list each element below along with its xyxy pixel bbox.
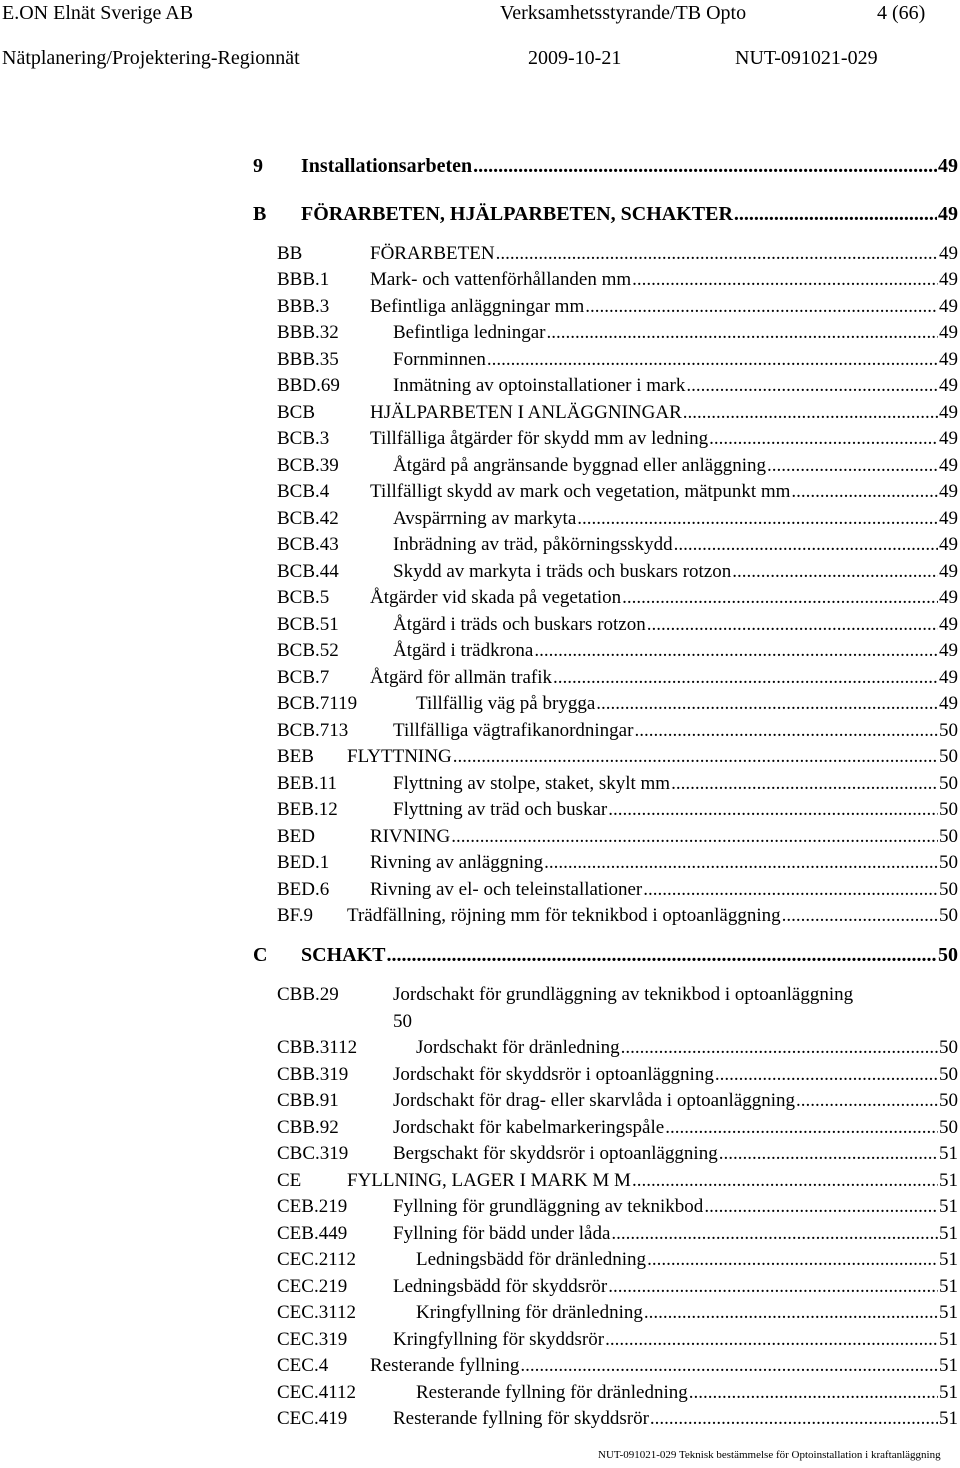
toc-entry-code: CEC.3112 xyxy=(277,1302,356,1323)
toc-dot-leader xyxy=(487,347,938,373)
toc-entry-title: Åtgärd på angränsande byggnad eller anläggning xyxy=(393,455,767,476)
toc-entry-code: BCB.42 xyxy=(277,508,339,529)
toc-entry-page: 49 xyxy=(938,203,958,225)
toc-entry-code: BCB.5 xyxy=(277,587,330,608)
toc-entry-title: FÖRARBETEN xyxy=(370,243,495,264)
toc-entry-page: 50 xyxy=(939,826,958,847)
toc-entry-code: CE xyxy=(277,1170,302,1191)
toc-entry-title: SCHAKT xyxy=(301,944,386,966)
toc-entry-page: 49 xyxy=(939,455,958,476)
toc-dot-leader xyxy=(596,691,938,717)
toc-entry-title: Tillfällig väg på brygga xyxy=(416,693,596,714)
toc-entry-code: CEC.4 xyxy=(277,1355,329,1376)
toc-dot-leader xyxy=(683,400,938,426)
toc-entry[interactable] xyxy=(277,824,958,850)
toc-entry-page: 49 xyxy=(939,508,958,529)
toc-entry-title: Befintliga ledningar xyxy=(393,322,546,343)
toc-entry-title: Rivning av anläggning xyxy=(370,852,544,873)
toc-entry-title: Resterande fyllning xyxy=(370,1355,520,1376)
toc-entry[interactable] xyxy=(277,373,958,399)
toc-entry-title: Resterande fyllning för skyddsrör xyxy=(393,1408,649,1429)
toc-entry-title: Flyttning av stolpe, staket, skylt mm xyxy=(393,773,671,794)
toc-entry-title: HJÄLPARBETEN I ANLÄGGNINGAR xyxy=(370,402,682,423)
toc-entry-code: BCB.7 xyxy=(277,667,330,688)
toc-entry-code: BED xyxy=(277,826,315,847)
toc-entry-page: 50 xyxy=(939,746,958,767)
toc-entry-page: 50 xyxy=(939,852,958,873)
toc-entry-page: 51 xyxy=(939,1276,958,1297)
toc-entry[interactable] xyxy=(277,532,958,558)
toc-entry[interactable] xyxy=(277,1141,958,1167)
toc-entry-code: BCB.52 xyxy=(277,640,339,661)
toc-dot-leader xyxy=(553,665,938,691)
toc-dot-leader xyxy=(544,850,938,876)
toc-dot-leader xyxy=(647,612,938,638)
toc-entry-page: 49 xyxy=(939,349,958,370)
toc-entry-page: 51 xyxy=(939,1329,958,1350)
toc-entry-title: Fornminnen xyxy=(393,349,486,370)
toc-entry-page: 51 xyxy=(939,1408,958,1429)
toc-entry[interactable] xyxy=(277,1221,958,1247)
toc-entry[interactable] xyxy=(277,1406,958,1432)
toc-entry-code: BCB.713 xyxy=(277,720,349,741)
toc-entry-code: BBB.1 xyxy=(277,269,330,290)
toc-dot-leader xyxy=(732,559,938,585)
toc-entry-code: BCB.51 xyxy=(277,614,339,635)
toc-entry[interactable] xyxy=(277,1062,958,1088)
toc-dot-leader xyxy=(632,267,938,293)
toc-entry-page: 49 xyxy=(939,667,958,688)
toc-dot-leader xyxy=(577,506,938,532)
toc-entry-title: Resterande fyllning för dränledning xyxy=(416,1382,688,1403)
toc-entry-code: BEB xyxy=(277,746,314,767)
toc-dot-leader xyxy=(534,638,938,664)
toc-entry[interactable] xyxy=(277,559,958,585)
toc-entry[interactable] xyxy=(277,1115,958,1141)
toc-entry-page: 49 xyxy=(939,375,958,396)
toc-entry[interactable] xyxy=(277,479,958,505)
toc-dot-leader xyxy=(665,1115,938,1141)
toc-entry-title: Fyllning för bädd under låda xyxy=(393,1223,611,1244)
toc-entry-page: 50 xyxy=(938,944,958,966)
toc-entry[interactable] xyxy=(277,744,958,770)
toc-entry[interactable] xyxy=(253,201,958,227)
toc-entry[interactable] xyxy=(277,294,958,320)
toc-dot-leader xyxy=(709,426,938,452)
toc-dot-leader xyxy=(451,824,938,850)
toc-dot-leader xyxy=(650,1406,938,1432)
toc-entry-page: 50 xyxy=(939,1090,958,1111)
toc-entry-code: CBB.319 xyxy=(277,1064,349,1085)
toc-entry[interactable] xyxy=(277,1327,958,1353)
toc-entry-code: BCB.39 xyxy=(277,455,339,476)
toc-entry[interactable] xyxy=(277,1300,958,1326)
toc-entry-page: 51 xyxy=(939,1302,958,1323)
toc-entry[interactable] xyxy=(277,850,958,876)
document-date: 2009-10-21 xyxy=(528,47,622,69)
toc-dot-leader xyxy=(767,453,938,479)
toc-dot-leader xyxy=(585,294,938,320)
toc-entry-title: Avspärrning av markyta xyxy=(393,508,577,529)
toc-entry-title: Tillfälliga åtgärder för skydd mm av ledning xyxy=(370,428,709,449)
toc-entry-page: 49 xyxy=(939,587,958,608)
toc-entry-title: Installationsarbeten xyxy=(301,155,473,177)
toc-entry-title: Inbrädning av träd, påkörningsskydd xyxy=(393,534,673,555)
toc-dot-leader xyxy=(608,1274,938,1300)
toc-entry-page: 49 xyxy=(939,561,958,582)
toc-entry[interactable] xyxy=(277,453,958,479)
toc-entry[interactable] xyxy=(277,797,958,823)
toc-entry-page: 49 xyxy=(939,640,958,661)
toc-entry-code: CEC.419 xyxy=(277,1408,348,1429)
toc-entry-title: Ledningsbädd för dränledning xyxy=(416,1249,647,1270)
toc-entry-page: 49 xyxy=(939,693,958,714)
toc-entry[interactable] xyxy=(277,1380,958,1406)
toc-entry-title: Inmätning av optoinstallationer i mark xyxy=(393,375,686,396)
header-row-2 xyxy=(0,45,960,71)
toc-entry[interactable] xyxy=(277,903,958,929)
toc-dot-leader xyxy=(632,1168,938,1194)
toc-dot-leader xyxy=(719,1141,938,1167)
toc-entry-page: 51 xyxy=(939,1249,958,1270)
toc-entry[interactable] xyxy=(277,506,958,532)
toc-entry-title: Kringfyllning för dränledning xyxy=(416,1302,643,1323)
page-indicator: 4 (66) xyxy=(877,2,926,24)
toc-entry-page: 50 xyxy=(939,1117,958,1138)
toc-entry-title: FYLLNING, LAGER I MARK M M xyxy=(347,1170,631,1191)
toc-dot-leader xyxy=(621,1035,938,1061)
toc-dot-leader xyxy=(644,1300,938,1326)
toc-dot-leader xyxy=(704,1194,938,1220)
toc-entry[interactable] xyxy=(277,691,958,717)
toc-entry-page: 50 xyxy=(393,1011,412,1032)
toc-entry-code: BCB.43 xyxy=(277,534,339,555)
toc-entry[interactable] xyxy=(277,347,958,373)
toc-entry-page: 50 xyxy=(939,799,958,820)
toc-dot-leader xyxy=(634,718,938,744)
toc-dot-leader xyxy=(453,744,938,770)
toc-entry-title: FLYTTNING xyxy=(347,746,452,767)
toc-entry[interactable] xyxy=(277,400,958,426)
toc-entry-page: 50 xyxy=(939,1037,958,1058)
toc-dot-leader xyxy=(386,942,937,968)
toc-dot-leader xyxy=(796,1088,938,1114)
toc-entry[interactable] xyxy=(253,153,958,179)
toc-dot-leader xyxy=(686,373,938,399)
toc-entry-page: 51 xyxy=(939,1382,958,1403)
toc-entry-code: B xyxy=(253,203,267,225)
toc-dot-leader xyxy=(608,797,938,823)
toc-entry-code: CEC.319 xyxy=(277,1329,348,1350)
toc-entry-code: 9 xyxy=(253,155,263,177)
toc-entry[interactable] xyxy=(277,1353,958,1379)
toc-entry-page: 50 xyxy=(939,720,958,741)
toc-entry-code: CEB.219 xyxy=(277,1196,348,1217)
toc-entry-title: Jordschakt för drag- eller skarvlåda i optoanläggning xyxy=(393,1090,796,1111)
toc-entry-page: 51 xyxy=(939,1223,958,1244)
toc-entry-code: CBB.29 xyxy=(277,984,339,1005)
toc-entry[interactable] xyxy=(277,1194,958,1220)
toc-entry-page: 49 xyxy=(939,614,958,635)
toc-entry-page: 49 xyxy=(938,155,958,177)
toc-entry-title: Rivning av el- och teleinstallationer xyxy=(370,879,643,900)
toc-entry-page: 49 xyxy=(939,269,958,290)
toc-dot-leader xyxy=(791,479,938,505)
toc-entry[interactable] xyxy=(277,267,958,293)
toc-entry-code: BBD.69 xyxy=(277,375,340,396)
toc-entry-title: Jordschakt för grundläggning av teknikbod i optoanläggning xyxy=(393,984,854,1005)
toc-entry-title: FÖRARBETEN, HJÄLPARBETEN, SCHAKTER xyxy=(301,203,733,225)
company-name: E.ON Elnät Sverige AB xyxy=(2,2,194,24)
toc-entry-code: BED.6 xyxy=(277,879,330,900)
toc-entry-title: Trädfällning, röjning mm för teknikbod i optoanläggning xyxy=(347,905,781,926)
toc-dot-leader xyxy=(674,532,938,558)
toc-dot-leader xyxy=(671,771,938,797)
toc-dot-leader xyxy=(622,585,938,611)
toc-entry-title: RIVNING xyxy=(370,826,451,847)
toc-entry-title: Åtgärd i träds och buskars rotzon xyxy=(393,614,646,635)
toc-entry-code: CEC.219 xyxy=(277,1276,348,1297)
toc-entry-page: 51 xyxy=(939,1196,958,1217)
toc-dot-leader xyxy=(611,1221,938,1247)
toc-entry[interactable] xyxy=(277,665,958,691)
toc-entry-title: Åtgärder vid skada på vegetation xyxy=(370,587,622,608)
toc-dot-leader xyxy=(643,877,938,903)
toc-entry-code: BCB.4 xyxy=(277,481,330,502)
toc-entry[interactable] xyxy=(253,942,958,968)
toc-dot-leader xyxy=(689,1380,938,1406)
toc-entry-title: Kringfyllning för skyddsrör xyxy=(393,1329,605,1350)
toc-entry-title: Jordschakt för kabelmarkeringspåle xyxy=(393,1117,665,1138)
toc-entry-code: CBC.319 xyxy=(277,1143,349,1164)
toc-entry-title: Bergschakt för skyddsrör i optoanläggning xyxy=(393,1143,718,1164)
header-row-1 xyxy=(0,0,960,26)
toc-dot-leader xyxy=(734,201,937,227)
toc-dot-leader xyxy=(520,1353,938,1379)
toc-entry-page: 51 xyxy=(939,1355,958,1376)
toc-entry-page: 51 xyxy=(939,1143,958,1164)
toc-entry[interactable] xyxy=(277,1274,958,1300)
toc-entry-code: CEB.449 xyxy=(277,1223,348,1244)
toc-dot-leader xyxy=(473,153,937,179)
toc-entry-page: 50 xyxy=(939,1064,958,1085)
toc-entry[interactable] xyxy=(277,877,958,903)
toc-entry-page: 50 xyxy=(939,905,958,926)
toc-entry-page: 49 xyxy=(939,428,958,449)
toc-entry-code: BEB.11 xyxy=(277,773,337,794)
toc-dot-leader xyxy=(715,1062,938,1088)
toc-entry-page: 49 xyxy=(939,322,958,343)
department: Verksamhetsstyrande/TB Opto xyxy=(500,2,747,24)
toc-entry-code: BEB.12 xyxy=(277,799,338,820)
toc-entry-code: BF.9 xyxy=(277,905,313,926)
toc-entry-title: Skydd av markyta i träds och buskars rotzon xyxy=(393,561,732,582)
toc-entry[interactable] xyxy=(277,426,958,452)
toc-entry-page: 49 xyxy=(939,243,958,264)
toc-entry-title: Ledningsbädd för skyddsrör xyxy=(393,1276,608,1297)
toc-entry-page: 49 xyxy=(939,296,958,317)
toc-entry-title: Fyllning för grundläggning av teknikbod xyxy=(393,1196,704,1217)
toc-entry-title: Tillfälliga vägtrafikanordningar xyxy=(393,720,634,741)
toc-entry-code: BCB xyxy=(277,402,316,423)
toc-entry-code: CEC.4112 xyxy=(277,1382,356,1403)
toc-entry-code: CBB.92 xyxy=(277,1117,339,1138)
toc-dot-leader xyxy=(496,241,938,267)
toc-entry[interactable] xyxy=(277,1247,958,1273)
toc-entry-title: Tillfälligt skydd av mark och vegetation, mätpunkt mm xyxy=(370,481,791,502)
toc-entry[interactable] xyxy=(277,718,958,744)
toc-entry[interactable] xyxy=(277,1035,958,1061)
toc-entry-code: CEC.2112 xyxy=(277,1249,356,1270)
toc-entry-code: BCB.3 xyxy=(277,428,330,449)
toc-entry-page: 50 xyxy=(939,773,958,794)
toc-entry-code: CBB.91 xyxy=(277,1090,339,1111)
toc-entry-page: 50 xyxy=(939,879,958,900)
toc-entry-title: Flyttning av träd och buskar xyxy=(393,799,608,820)
toc-entry[interactable] xyxy=(277,585,958,611)
toc-dot-leader xyxy=(546,320,938,346)
toc-entry-page: 49 xyxy=(939,481,958,502)
toc-dot-leader xyxy=(647,1247,938,1273)
toc-entry-title: Jordschakt för dränledning xyxy=(416,1037,620,1058)
document-id: NUT-091021-029 xyxy=(735,47,878,69)
toc-entry-code: BED.1 xyxy=(277,852,330,873)
toc-entry-code: BBB.35 xyxy=(277,349,339,370)
toc-entry-code: C xyxy=(253,944,268,966)
toc-entry-title: Befintliga anläggningar mm xyxy=(370,296,585,317)
toc-entry[interactable] xyxy=(277,241,958,267)
toc-entry-page: 49 xyxy=(939,402,958,423)
toc-entry[interactable] xyxy=(277,1168,958,1194)
toc-entry-page: 49 xyxy=(939,534,958,555)
toc-entry-title: Jordschakt för skyddsrör i optoanläggning xyxy=(393,1064,714,1085)
toc-dot-leader xyxy=(605,1327,938,1353)
toc-entry[interactable] xyxy=(277,982,958,1008)
toc-entry-title: Åtgärd i trädkrona xyxy=(393,640,534,661)
toc-entry-code: BCB.44 xyxy=(277,561,339,582)
toc-entry-code: BB xyxy=(277,243,303,264)
toc-entry-title: Mark- och vattenförhållanden mm xyxy=(370,269,632,290)
toc-entry-code: BBB.3 xyxy=(277,296,330,317)
page-footer: NUT-091021-029 Teknisk bestämmelse för Optoinstallation i kraftanläggning xyxy=(598,1449,941,1461)
toc-dot-leader xyxy=(782,903,938,929)
toc-entry-code: CBB.3112 xyxy=(277,1037,358,1058)
toc-entry-code: BCB.7119 xyxy=(277,693,358,714)
toc-entry[interactable] xyxy=(277,612,958,638)
toc-entry-code: BBB.32 xyxy=(277,322,339,343)
toc-entry[interactable] xyxy=(277,771,958,797)
toc-entry-title: Åtgärd för allmän trafik xyxy=(370,667,553,688)
subject: Nätplanering/Projektering-Regionnät xyxy=(2,47,300,69)
toc-entry[interactable] xyxy=(277,638,958,664)
toc-entry[interactable] xyxy=(277,320,958,346)
toc-entry[interactable] xyxy=(277,1088,958,1114)
toc-entry-page: 51 xyxy=(939,1170,958,1191)
